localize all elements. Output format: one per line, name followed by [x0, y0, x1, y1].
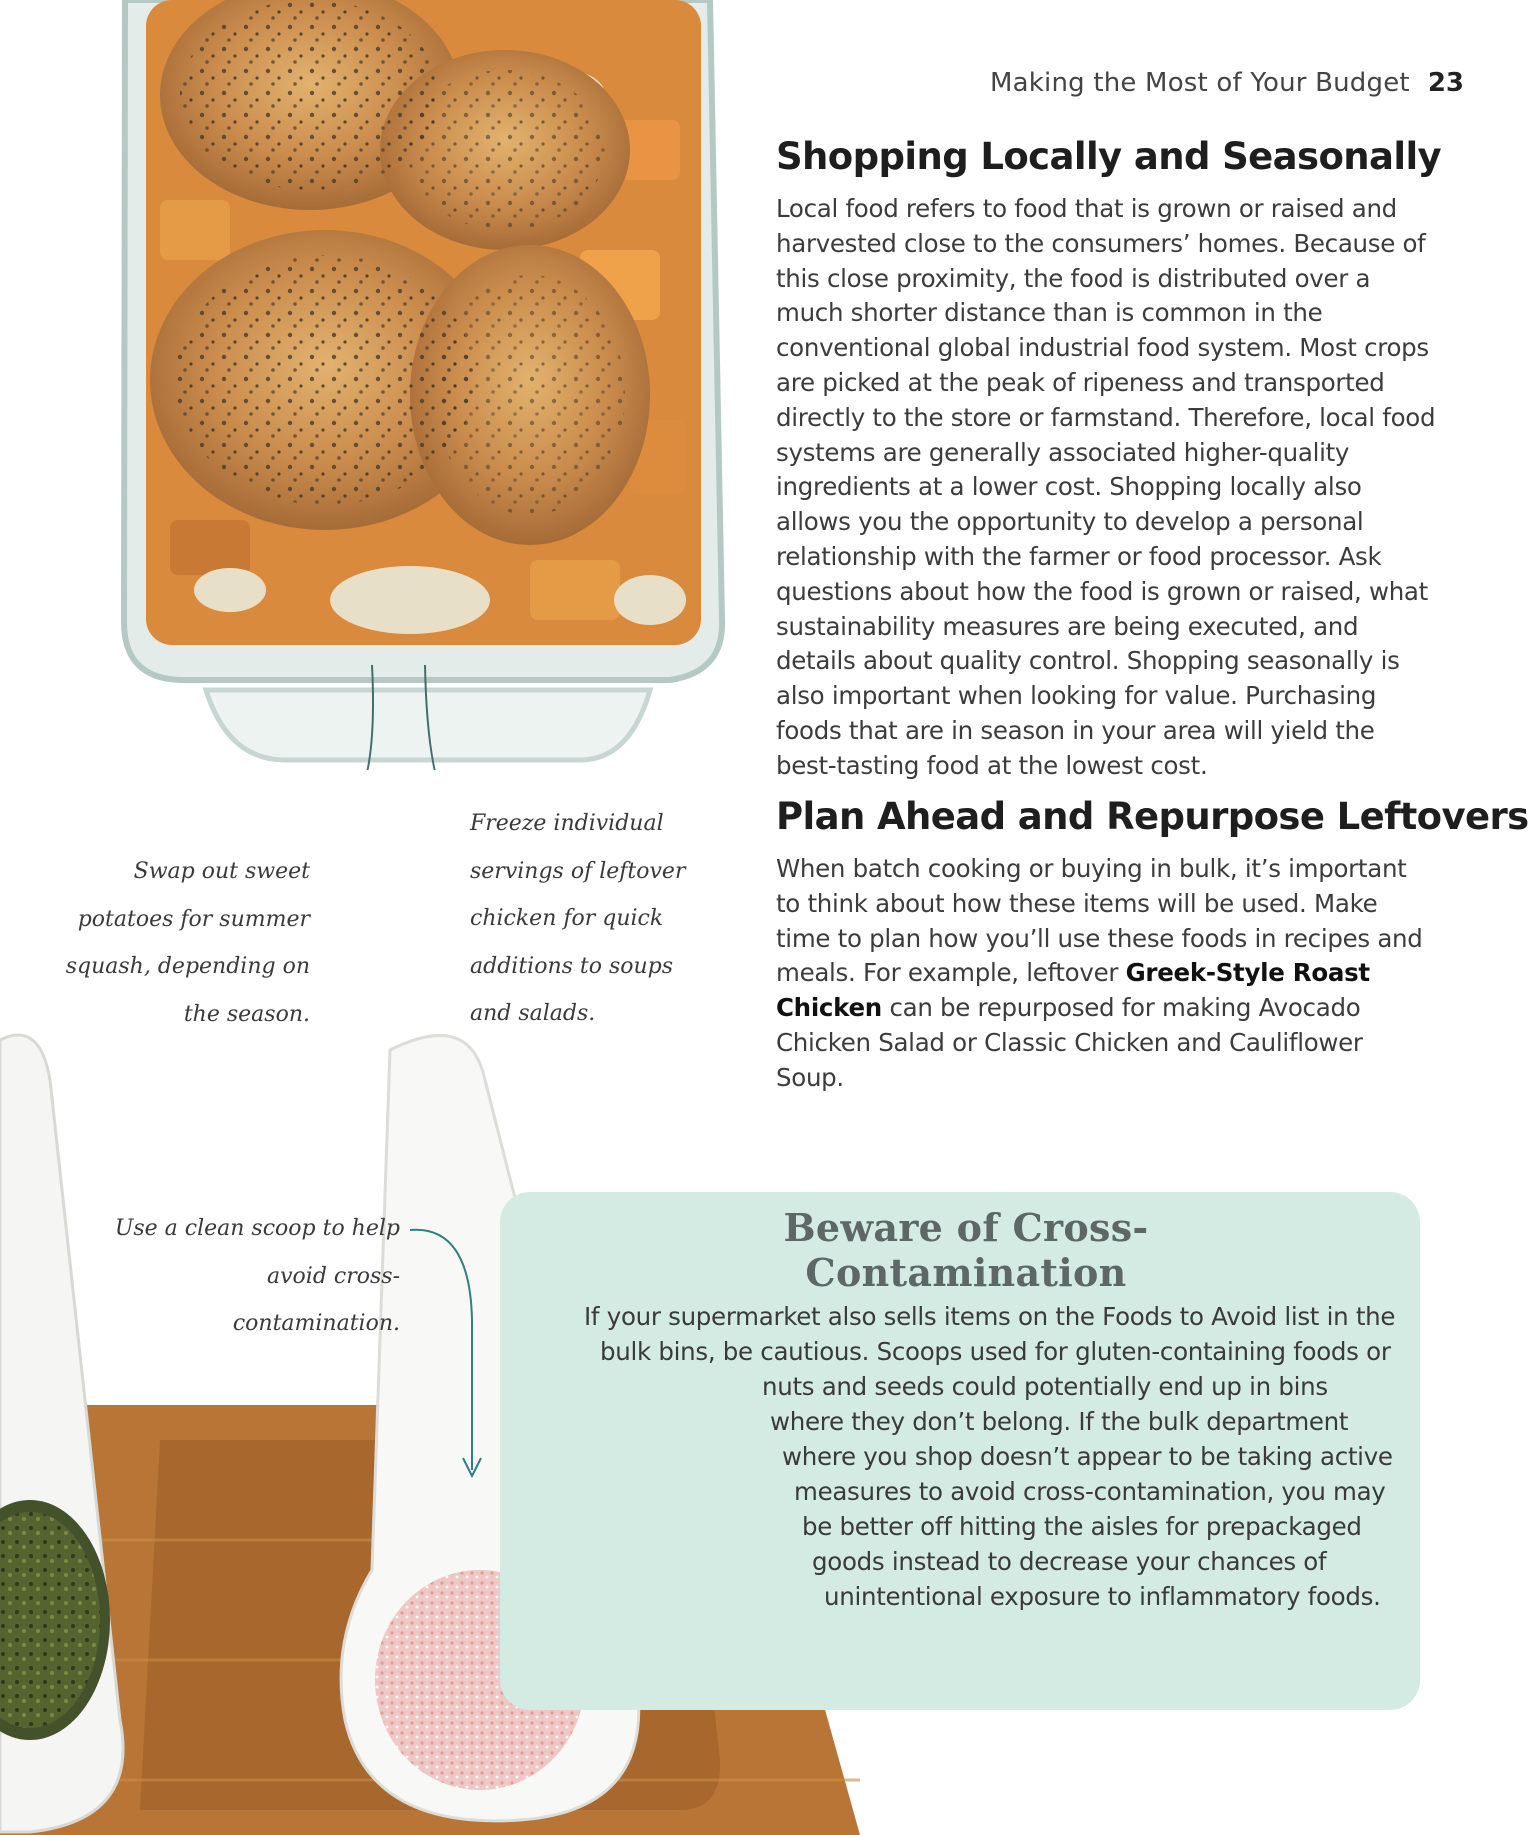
sidebar-line: measures to avoid cross-contamination, you may — [794, 1477, 1386, 1506]
callout-freeze-leftovers: Freeze individual servings of leftover chicken for quick additions to soups and salads. — [470, 811, 686, 1026]
sidebar-line: bulk bins, be cautious. Scoops used for gluten-containing foods or — [600, 1337, 1391, 1366]
section-body-plan — [776, 852, 1436, 1096]
sidebar-line: goods instead to decrease your chances of — [812, 1547, 1327, 1576]
sidebar-line: where you shop doesn’t appear to be taking active — [782, 1442, 1393, 1471]
section-body-local: Local food refers to food that is grown or raised and harvested close to the consumers’ homes. Because of this close proximity, the food is distributed over a much shorter distance than is common in the conventional global industrial food system. Most crops are picked at the peak of ripeness and transported directly to the store or farmstand. Therefore, local food systems are generally associated higher-quality ingredients at a lower cost. Shopping locally also allows you the opportunity to develop a personal relationship with the farmer or food processor. Ask questions about how the food is grown or raised, what sustainability measures are being executed, and details about quality control. Shopping seasonally is also important when looking for value. Purchasing foods that are in season in your area will yield the best-tasting food at the lowest cost. — [776, 194, 1436, 780]
section-heading-plan: Plan Ahead and Repurpose Leftovers — [776, 795, 1529, 838]
sidebar-line: nuts and seeds could potentially end up in bins — [762, 1372, 1328, 1401]
sidebar-line: where they don’t belong. If the bulk department — [770, 1407, 1349, 1436]
sidebar-line: If your supermarket also sells items on the Foods to Avoid list in the — [584, 1302, 1396, 1331]
callout-swap-potatoes: Swap out sweet potatoes for summer squash, depending on the season. — [65, 859, 310, 1027]
page-number: 23 — [1427, 68, 1464, 98]
sidebar-title: Beware of Cross-Contamination — [783, 1205, 1149, 1295]
plan-body-before: When batch cooking or buying in bulk, it’s important to think about how these items will be used. Make time to plan how you’ll use these foods in recipes and meals. For example, leftover — [776, 854, 1423, 988]
running-head-title: Making the Most of Your Budget — [990, 68, 1410, 98]
plan-body-after: can be repurposed for making Avocado Chicken Salad or Classic Chicken and Cauliflower Soup. — [776, 993, 1363, 1092]
callout-clean-scoop: Use a clean scoop to help avoid cross-contamination. — [114, 1216, 400, 1336]
running-head — [990, 68, 1464, 98]
recipe-cross-reference: Greek-Style Roast Chicken — [776, 958, 1370, 1023]
sidebar-line: unintentional exposure to inflammatory foods. — [824, 1582, 1381, 1611]
section-heading-local: Shopping Locally and Seasonally — [776, 135, 1442, 178]
roast-chicken-photo — [110, 0, 740, 770]
sidebar-line: be better off hitting the aisles for prepackaged — [802, 1512, 1362, 1541]
